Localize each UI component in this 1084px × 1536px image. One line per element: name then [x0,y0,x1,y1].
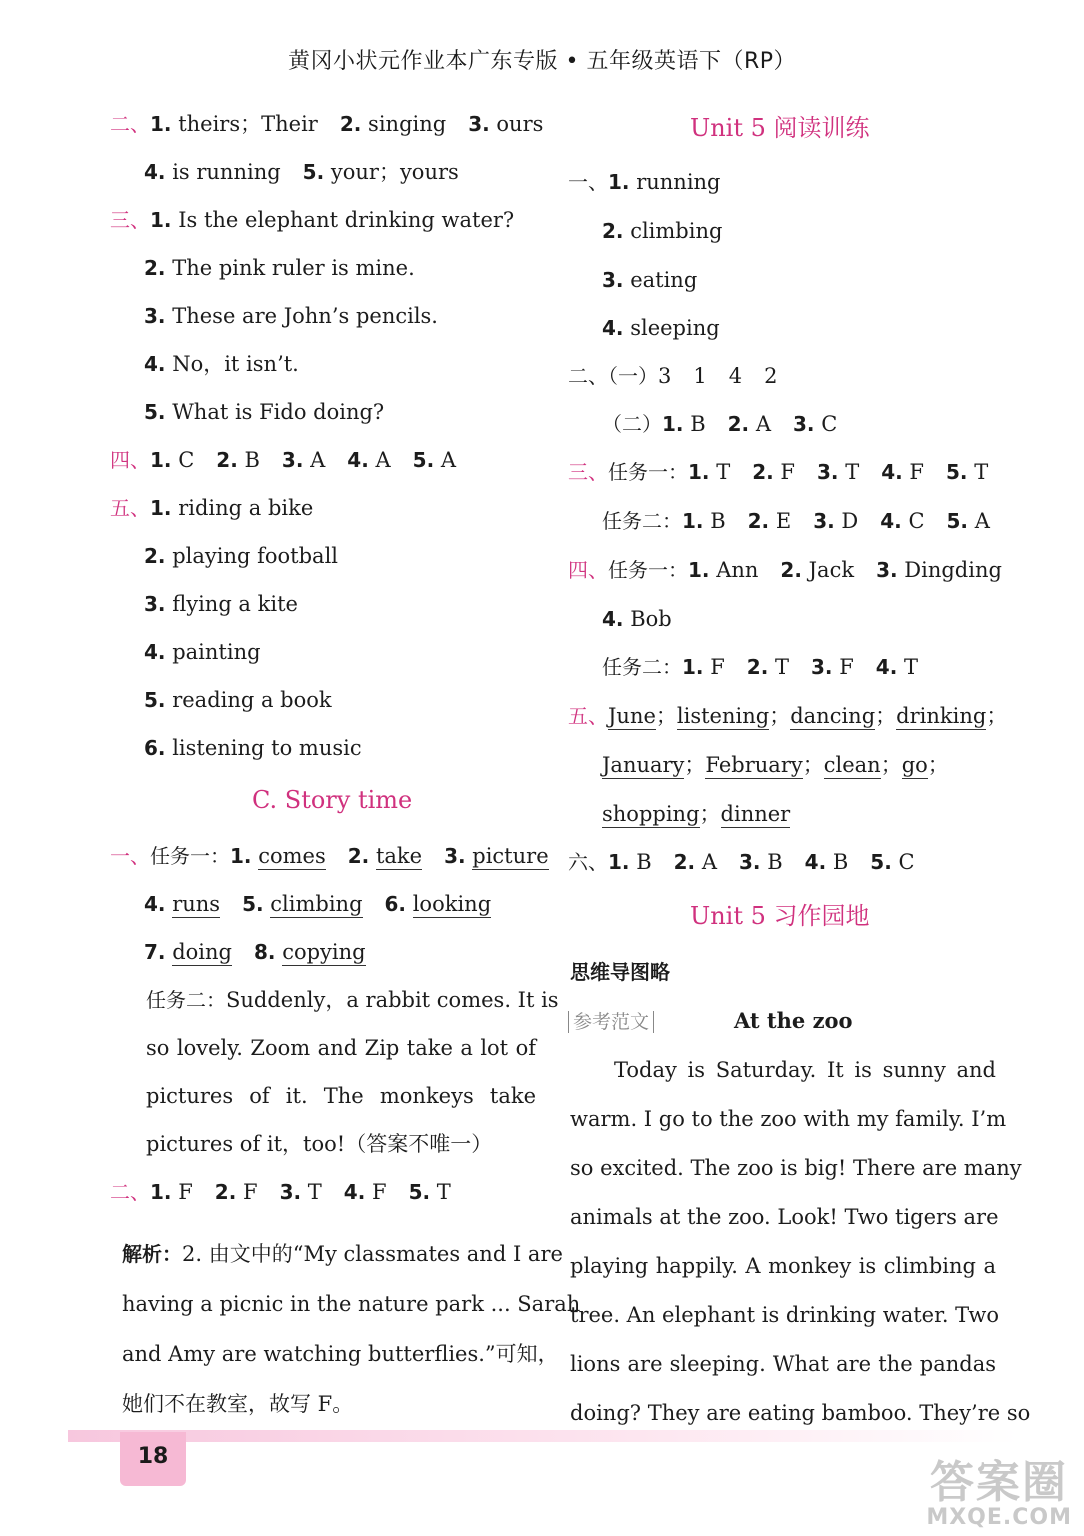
answer-line: 三、1. Is the elephant drinking water? [110,208,515,232]
answer-line: 2. climbing [602,219,723,243]
answer-line: 5. What is Fido doing? [144,400,385,424]
answer-line: 任务二：1. F 2. T 3. F 4. T [602,655,918,679]
answer-line: 4. runs 5. climbing 6. looking [144,892,492,916]
essay-line: doing? They are eating bamboo. They’re so [570,1401,1031,1425]
answer-line: 六、1. B 2. A 3. B 4. B 5. C [568,850,915,874]
paragraph-line: pictures of it. The monkeys take [146,1084,536,1108]
watermark-logo [898,1446,1078,1530]
answer-line: 2. playing football [144,544,338,568]
page-number: 18 [137,1444,169,1469]
watermark-text-bottom: MXQE.COM [926,1505,1072,1530]
answer-line: 3. eating [602,268,698,292]
reference-tag: 参考范文 [568,1011,654,1033]
analysis-line: 她们不在教室，故写 F。 [122,1392,354,1416]
section-label: 五、 [568,704,608,728]
answer-line: 4. is running 5. your；yours [144,160,459,184]
essay-header [568,1007,654,1036]
section-label: 三、 [110,208,150,232]
essay-line: playing happily. A monkey is climbing a [570,1254,996,1278]
section-label: 四、 [568,558,608,582]
answer-line: January；February；clean；go； [602,753,949,777]
essay-line: warm. I go to the zoo with my family. I’m [570,1107,1007,1131]
section-label: 二、 [568,364,608,388]
essay-line: tree. An elephant is drinking water. Two [570,1303,1000,1327]
answer-line: 7. doing 8. copying [144,940,366,964]
answer-line: 4. Bob [602,607,672,631]
watermark-text-top: 答案圈 [930,1457,1068,1508]
essay-line: animals at the zoo. Look! Two tigers are [570,1205,999,1229]
section-label: 二、 [110,1180,150,1204]
answer-line: 二、1. F 2. F 3. T 4. F 5. T [110,1180,451,1204]
page-header: 黄冈小状元作业本广东专版 • 五年级英语下（RP） [287,49,797,74]
answer-line: 4. No，it isn’t. [144,352,299,376]
section-label: 一、 [568,170,608,194]
answer-line: 6. listening to music [144,736,362,760]
essay-line: Today is Saturday. It is sunny and [614,1058,996,1082]
answer-line: shopping；dinner [602,802,791,826]
paragraph-line: 任务二：Suddenly，a rabbit comes. It is [146,988,559,1012]
answer-line: 一、任务一：1. comes 2. take 3. picture [110,844,549,868]
section-label: 五、 [110,496,150,520]
essay-title: At the zoo [734,1008,853,1033]
analysis-line: having a picnic in the nature park ... Sarah [122,1292,581,1316]
answer-line: 五、1. riding a bike [110,496,314,520]
section-label: 六、 [568,850,608,874]
answer-line: 5. reading a book [144,688,332,712]
answer-line: 二、1. theirs；Their 2. singing 3. ours [110,112,544,136]
essay-line: so excited. The zoo is big! There are many [570,1156,1022,1180]
answer-line: 四、任务一：1. Ann 2. Jack 3. Dingding [568,558,1002,582]
section-title-unit5-writing: Unit 5 习作园地 [690,902,870,930]
answer-line: 五、June；listening；dancing；drinking； [568,704,1008,728]
answer-line: （二）1. B 2. A 3. C [602,412,838,436]
answer-line: 二、（一）3 1 4 2 [568,364,778,388]
paragraph-line: pictures of it，too!（答案不唯一） [146,1132,493,1156]
answer-line: 四、1. C 2. B 3. A 4. A 5. A [110,448,457,472]
section-label: 一、 [110,844,150,868]
answer-line: 4. sleeping [602,316,720,340]
section-title-unit5-reading: Unit 5 阅读训练 [690,114,870,142]
footer-band [68,1430,1018,1442]
mindmap-note: 思维导图略 [570,960,670,984]
essay-line: lions are sleeping. What are the pandas [570,1352,996,1376]
answer-line: 2. The pink ruler is mine. [144,256,415,280]
analysis-line: 解析：2. 由文中的“My classmates and I are [122,1242,563,1266]
answer-line: 3. flying a kite [144,592,298,616]
analysis-line: and Amy are watching butterflies.”可知， [122,1342,559,1366]
answer-line: 任务二：1. B 2. E 3. D 4. C 5. A [602,509,990,533]
paragraph-line: so lovely. Zoom and Zip take a lot of [146,1036,536,1060]
section-label: 四、 [110,448,150,472]
section-title-story-time: C. Story time [252,786,413,814]
answer-line: 一、1. running [568,170,721,194]
section-label: 二、 [110,112,150,136]
section-label: 三、 [568,460,608,484]
answer-line: 4. painting [144,640,261,664]
answer-line: 3. These are John’s pencils. [144,304,438,328]
answer-line: 三、任务一：1. T 2. F 3. T 4. F 5. T [568,460,989,484]
